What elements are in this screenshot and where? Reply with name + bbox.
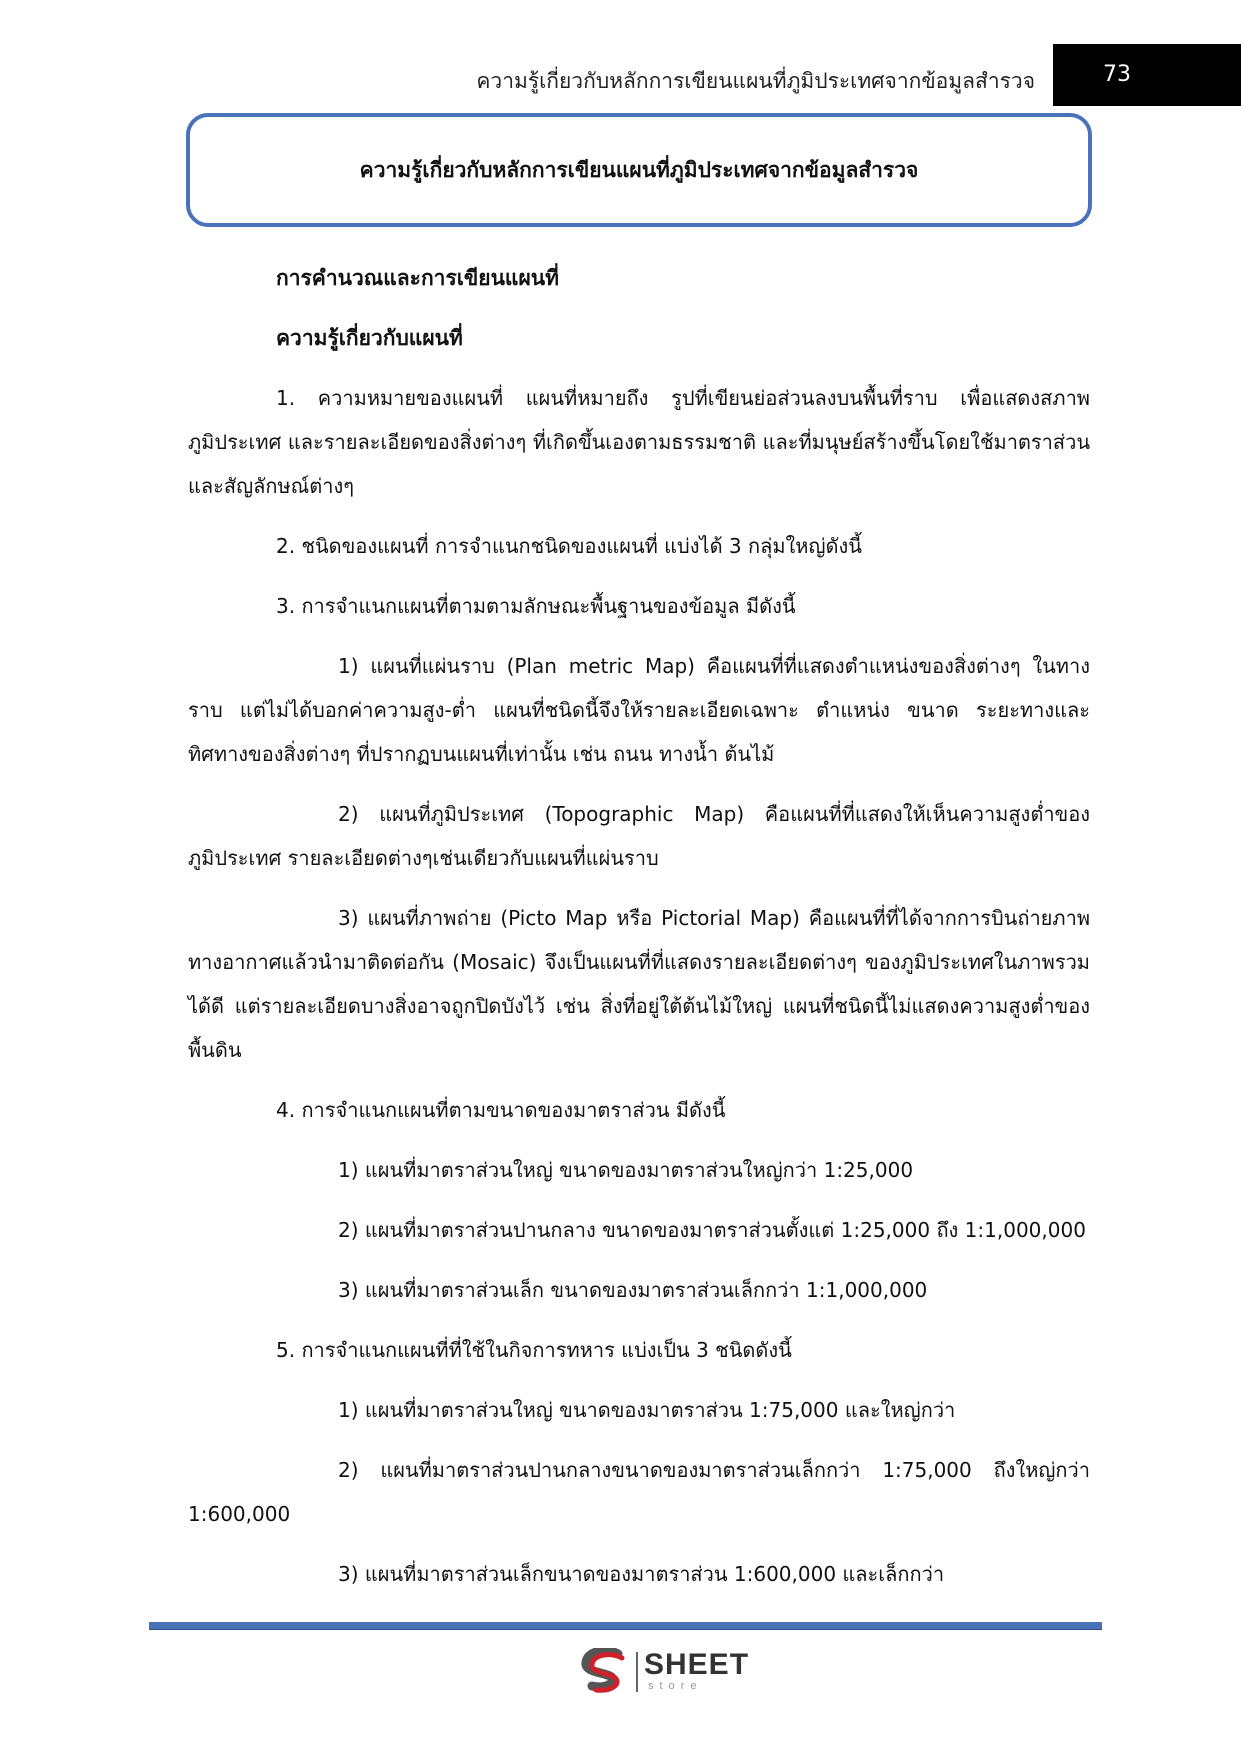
paragraph-3: 3. การจำแนกแผนที่ตามตามลักษณะพื้นฐานของข้อมูล มีดังนี้ bbox=[276, 594, 796, 618]
s-logo-icon bbox=[578, 1648, 632, 1696]
sheet-store-logo bbox=[578, 1648, 748, 1696]
paragraph-3-2: 2) แผนที่ภูมิประเทศ (Topographic Map) คือแผนที่ที่แสดงให้เห็นความสูงต่ำของภูมิประเทศ รายละเอียดต่างๆเช่นเดียวกับแผนที่แผ่นราบ bbox=[188, 802, 1090, 870]
header-title: ความรู้เกี่ยวกับหลักการเขียนแผนที่ภูมิประเทศจากข้อมูลสำรวจ bbox=[476, 69, 1035, 93]
paragraph-1: 1. ความหมายของแผนที่ แผนที่หมายถึง รูปที่เขียนย่อส่วนลงบนพื้นที่ราบ เพื่อแสดงสภาพภูมิประเทศ และรายละเอียดของสิ่งต่างๆ ที่เกิดขึ้นเองตามธรรมชาติ และที่มนุษย์สร้างขึ้นโดยใช้มาตราส่วนและสัญลักษณ์ต่างๆ bbox=[188, 386, 1090, 498]
paragraph-5: 5. การจำแนกแผนที่ที่ใช้ในกิจการทหาร แบ่งเป็น 3 ชนิดดังนี้ bbox=[276, 1338, 792, 1362]
paragraph-4-3: 3) แผนที่มาตราส่วนเล็ก ขนาดของมาตราส่วนเล็กกว่า 1:1,000,000 bbox=[338, 1278, 928, 1302]
logo-text: SHEET bbox=[644, 1648, 750, 1681]
heading-calculation: การคำนวณและการเขียนแผนที่ bbox=[276, 266, 559, 290]
page-number: 73 bbox=[1053, 44, 1241, 106]
paragraph-5-2: 2) แผนที่มาตราส่วนปานกลางขนาดของมาตราส่วนเล็กกว่า 1:75,000 ถึงใหญ่กว่า 1:600,000 bbox=[188, 1458, 1090, 1526]
paragraph-5-3: 3) แผนที่มาตราส่วนเล็กขนาดของมาตราส่วน 1:600,000 และเล็กกว่า bbox=[338, 1562, 945, 1586]
logo-separator bbox=[636, 1652, 638, 1692]
paragraph-3-3: 3) แผนที่ภาพถ่าย (Picto Map หรือ Pictorial Map) คือแผนที่ที่ได้จากการบินถ่ายภาพทางอากาศแล้วนำมาติดต่อกัน (Mosaic) จึงเป็นแผนที่ที่แสดงรายละเอียดต่างๆ ของภูมิประเทศในภาพรวมได้ดี แต่รายละเอียดบางสิ่งอาจถูกปิดบังไว้ เช่น สิ่งที่อยู่ใต้ต้นไม้ใหญ่ แผนที่ชนิดนี้ไม่แสดงความสูงต่ำของพื้นดิน bbox=[188, 906, 1090, 1062]
paragraph-4: 4. การจำแนกแผนที่ตามขนาดของมาตราส่วน มีดังนี้ bbox=[276, 1098, 726, 1122]
paragraph-5-1: 1) แผนที่มาตราส่วนใหญ่ ขนาดของมาตราส่วน 1:75,000 และใหญ่กว่า bbox=[338, 1398, 956, 1422]
section-title: ความรู้เกี่ยวกับหลักการเขียนแผนที่ภูมิประเทศจากข้อมูลสำรวจ bbox=[359, 157, 919, 182]
paragraph-4-1: 1) แผนที่มาตราส่วนใหญ่ ขนาดของมาตราส่วนใหญ่กว่า 1:25,000 bbox=[338, 1158, 914, 1182]
paragraph-3-1: 1) แผนที่แผ่นราบ (Plan metric Map) คือแผนที่ที่แสดงตำแหน่งของสิ่งต่างๆ ในทางราบ แต่ไม่ได้บอกค่าความสูง-ต่ำ แผนที่ชนิดนี้จึงให้รายละเอียดเฉพาะ ตำแหน่ง ขนาด ระยะทางและทิศทางของสิ่งต่างๆ ที่ปรากฏบนแผนที่เท่านั้น เช่น ถนน ทางน้ำ ต้นไม้ bbox=[188, 654, 1090, 766]
paragraph-4-2: 2) แผนที่มาตราส่วนปานกลาง ขนาดของมาตราส่วนตั้งแต่ 1:25,000 ถึง 1:1,000,000 bbox=[338, 1218, 1086, 1242]
paragraph-2: 2. ชนิดของแผนที่ การจำแนกชนิดของแผนที่ แบ่งได้ 3 กลุ่มใหญ่ดังนี้ bbox=[276, 534, 862, 558]
footer-divider bbox=[149, 1622, 1102, 1630]
heading-map-knowledge: ความรู้เกี่ยวกับแผนที่ bbox=[276, 326, 463, 350]
title-box bbox=[186, 113, 1092, 227]
logo-subtext: store bbox=[648, 1680, 703, 1692]
document-body bbox=[188, 256, 1090, 1612]
